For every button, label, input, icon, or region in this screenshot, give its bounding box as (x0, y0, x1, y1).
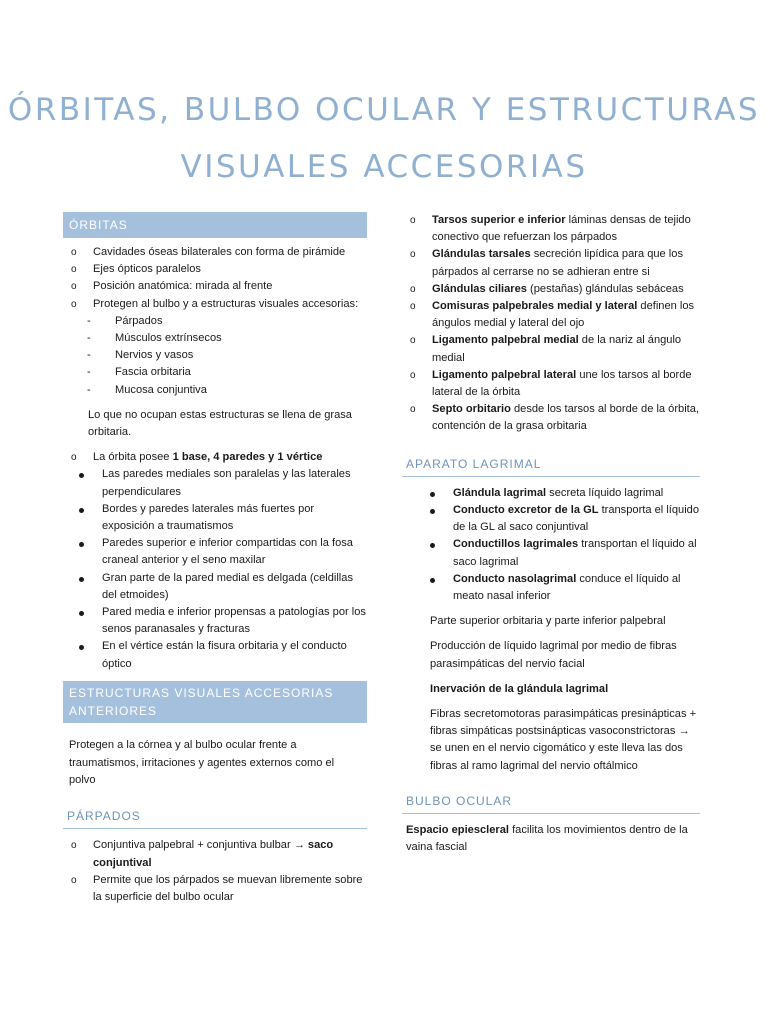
parpado-structures-list (402, 212, 700, 436)
list-item: o Protegen al bulbo y a estructuras visuales accesorias: (63, 296, 367, 313)
list-item (414, 571, 700, 605)
grasa-note: Lo que no ocupan estas estructuras se llena de grasa orbitaria. (88, 408, 352, 439)
list-item (63, 449, 367, 466)
list-item: - Párpados (63, 313, 367, 330)
list-item: o Ejes ópticos paralelos (63, 261, 367, 278)
item-bold: Ligamento palpebral medial (432, 334, 579, 347)
item-bold: Glándula lagrimal (453, 486, 547, 499)
orbitas-list (63, 244, 367, 313)
list-item: o Posición anatómica: mirada al frente (63, 278, 367, 295)
item-text: (pestañas) glándulas sebáceas (526, 282, 684, 295)
list-item: Las paredes mediales son paralelas y las laterales perpendiculares (63, 466, 367, 500)
item-text: desde los tarsos al borde de la órbita, contención de la grasa orbitaria (432, 403, 699, 433)
lagrimal-paragraph-1: Parte superior orbitaria y parte inferior palpebral (430, 615, 666, 628)
item-text: secreta líquido lagrimal (546, 486, 664, 499)
page-title-line2: VISUALES ACCESORIAS (180, 149, 588, 185)
list-item: Paredes superior e inferior compartidas con la fosa craneal anterior y el seno maxilar (63, 535, 367, 569)
parpados-list (63, 837, 367, 906)
list-item: Gran parte de la pared medial es delgada (celdillas del etmoides) (63, 570, 367, 604)
item-text: láminas densas de tejido conectivo que refuerzan los párpados (432, 214, 691, 244)
list-item: Bordes y paredes laterales más fuertes por exposición a traumatismos (63, 501, 367, 535)
item-text: secreción lipídica para que los párpados al cerrarse no se adhieran entre si (432, 248, 683, 278)
section-heading-orbitas: ÓRBITAS (63, 212, 367, 238)
section-heading-estructuras: ESTRUCTURAS VISUALES ACCESORIAS ANTERIORES (63, 681, 367, 723)
item-bold: Conducto excretor de la GL (453, 504, 599, 517)
list-item: - Músculos extrínsecos (63, 330, 367, 347)
item-bold: Glándulas ciliares (432, 282, 527, 295)
structures-sublist (63, 313, 367, 399)
lagrimal-list (402, 485, 700, 605)
paredes-list (63, 466, 367, 672)
item-bold: Septo orbitario (432, 403, 511, 416)
list-item (402, 212, 700, 246)
lagrimal-paragraph-2: Producción de líquido lagrimal por medio de fibras parasimpáticas del nervio facial (430, 640, 677, 670)
list-item (402, 367, 700, 401)
item-bold: Glándulas tarsales (432, 248, 531, 261)
list-item: o Cavidades óseas bilaterales con forma de pirámide (63, 244, 367, 261)
item-text: une los tarsos al borde lateral de la órbita (432, 368, 692, 399)
left-column (63, 212, 367, 906)
bulbo-rest: facilita los movimientos dentro de la vaina fascial (406, 824, 688, 854)
page-title-line1: ÓRBITAS, BULBO OCULAR Y ESTRUCTURAS (7, 92, 761, 128)
list-item (414, 536, 700, 570)
item-bold: Ligamento palpebral lateral (432, 368, 577, 381)
parpados-item1-bold: saco conjuntival (93, 839, 334, 869)
list-item (402, 298, 700, 332)
item-text: transporta el líquido de la GL al saco conjuntival (453, 504, 700, 534)
list-item: - Fascia orbitaria (63, 364, 367, 381)
list-item (402, 246, 700, 280)
list-item: - Nervios y vasos (63, 347, 367, 364)
item-text: transportan el líquido al saco lagrimal (453, 538, 697, 568)
right-column (402, 212, 700, 857)
section-heading-lagrimal: APARATO LAGRIMAL (402, 456, 700, 477)
item-text: conduce el líquido al meato nasal inferior (453, 572, 681, 603)
orbita-list (63, 449, 367, 466)
bulbo-bold: Espacio epiescleral (406, 824, 509, 837)
list-item (63, 837, 367, 871)
item-bold: Conducto nasolagrimal (453, 572, 577, 585)
orbita-bold: 1 base, 4 paredes y 1 vértice (172, 451, 323, 464)
list-item (402, 281, 700, 298)
parpados-item1-text: Conjuntiva palpebral + conjuntiva bulbar → (93, 839, 308, 852)
section-heading-parpados: PÁRPADOS (63, 808, 367, 829)
estructuras-text: Protegen a la córnea y al bulbo ocular frente a traumatismos, irritaciones y agentes externos como el polvo (69, 738, 335, 787)
item-bold: Tarsos superior e inferior (432, 214, 566, 226)
list-item (414, 485, 700, 502)
list-item: - Mucosa conjuntiva (63, 382, 367, 399)
list-item: Pared media e inferior propensas a patologías por los senos paranasales y fracturas (63, 604, 367, 638)
list-item (402, 332, 700, 366)
item-text: definen los ángulos medial y lateral del ojo (432, 300, 695, 330)
lagrimal-inervacion-heading: Inervación de la glándula lagrimal (430, 682, 609, 695)
list-item: o Permite que los párpados se muevan libremente sobre la superficie del bulbo ocular (63, 872, 367, 906)
list-item (414, 502, 700, 536)
orbita-text: La órbita posee (93, 451, 173, 464)
list-item: En el vértice están la fisura orbitaria y el conducto óptico (63, 638, 367, 672)
bulbo-text (402, 822, 700, 856)
list-item (402, 401, 700, 435)
section-heading-bulbo: BULBO OCULAR (402, 793, 700, 814)
item-bold: Conductillos lagrimales (453, 538, 579, 551)
item-bold: Comisuras palpebrales medial y lateral (432, 300, 638, 313)
item-text: de la nariz al ángulo medial (432, 334, 682, 364)
lagrimal-paragraph-4: Fibras secretomotoras parasimpáticas presinápticas + fibras simpáticas postsinápticas vasoconstrictoras → se unen en el nervio cigomático y este lleva las dos fibras al ramo lagrimal del nervio oftálmico (430, 708, 697, 772)
